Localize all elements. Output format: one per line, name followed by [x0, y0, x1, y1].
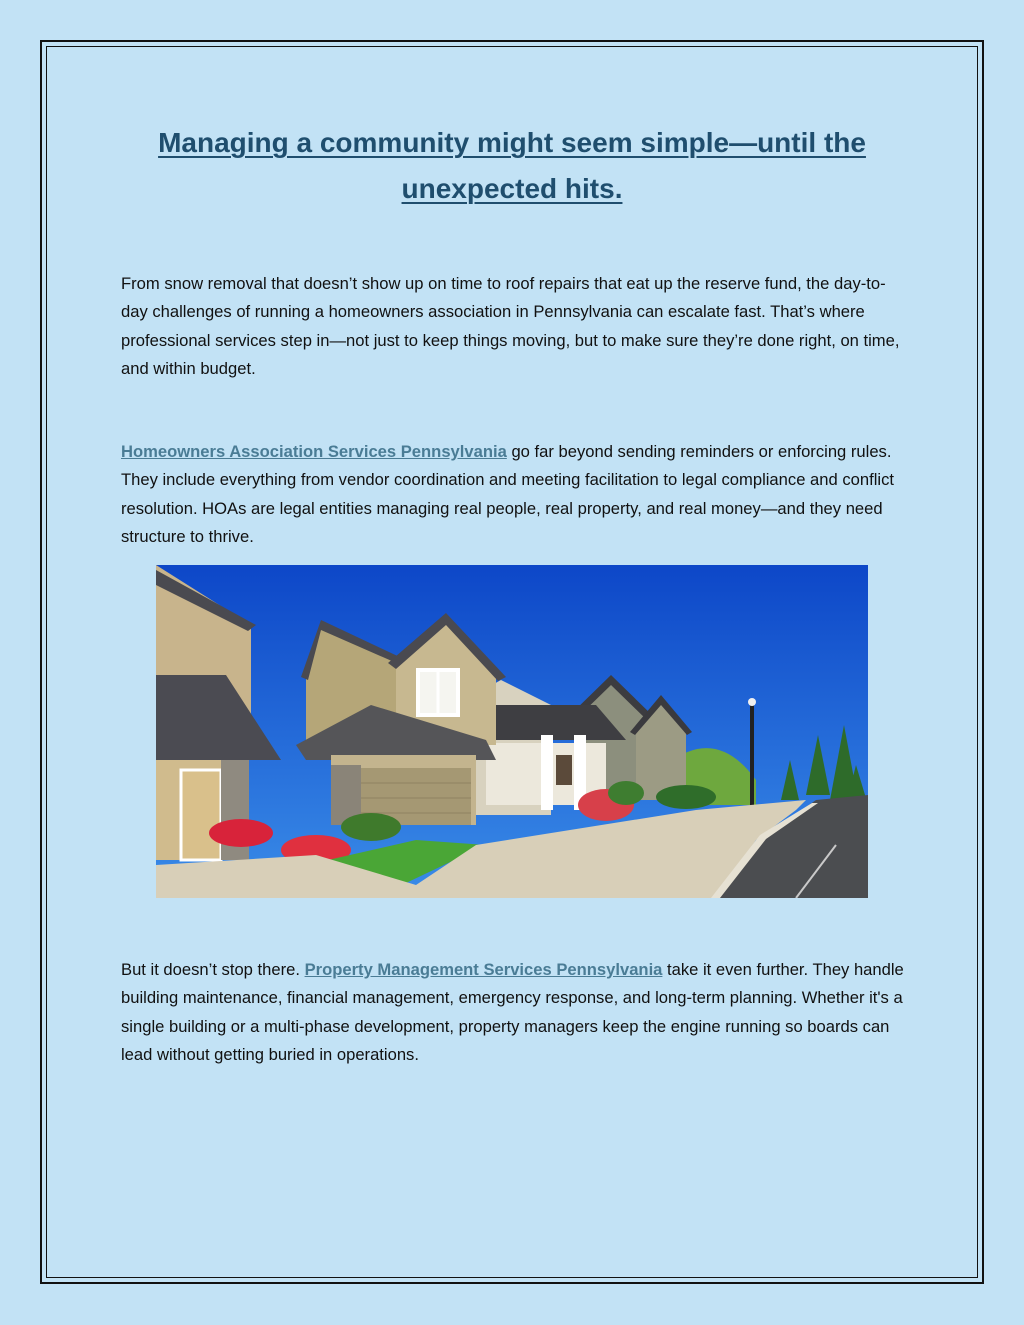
property-management-text: take it even further. They handle building maintenance, financial management, emergency response, and long-term planning. Whether it's a single building or a multi-phase development, property managers keep the engine running so boards can lead without getting buried in operations.	[121, 960, 904, 1065]
hoa-services-text: go far beyond sending reminders or enforcing rules. They include everything from vendor coordination and meeting facilitation to legal compliance and conflict resolution. HOAs are legal entities managing real people, real property, and real money—and they need structure to thrive.	[121, 442, 894, 547]
property-management-paragraph	[121, 956, 911, 1070]
property-management-intro: But it doesn’t stop there.	[121, 960, 305, 979]
title-line-2: unexpected hits.	[401, 173, 623, 204]
page-title	[100, 120, 924, 212]
hoa-services-paragraph	[121, 438, 911, 552]
intro-paragraph: From snow removal that doesn’t show up on time to roof repairs that eat up the reserve fund, the day-to-day challenges of running a homeowners association in Pennsylvania can escalate fast. That’s where professional services step in—not just to keep things moving, but to make sure they’re done right, on time, and within budget.	[121, 274, 900, 379]
title-line-1: Managing a community might seem simple—until the	[158, 127, 866, 158]
property-management-link[interactable]: Property Management Services Pennsylvania	[304, 960, 663, 979]
hoa-services-link[interactable]: Homeowners Association Services Pennsylvania	[121, 442, 507, 461]
suburban-houses-photo	[156, 565, 868, 898]
